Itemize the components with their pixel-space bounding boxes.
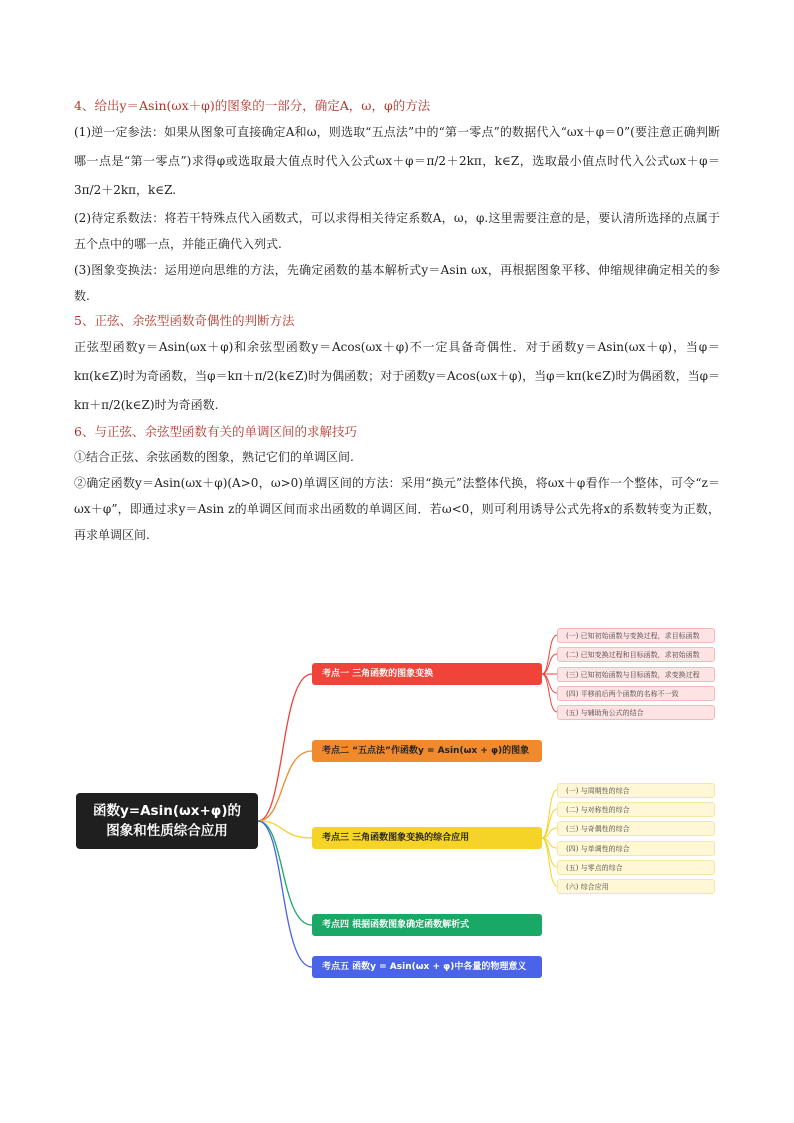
leaf-node: (三) 已知初始函数与目标函数，求变换过程: [557, 667, 715, 682]
branch-node: 考点一 三角函数的图象变换: [312, 663, 542, 685]
paragraph: ①结合正弦、余弦函数的图象，熟记它们的单调区间.: [74, 450, 354, 464]
leaf-node: (四) 与单调性的综合: [557, 841, 715, 856]
paragraph: 正弦型函数y＝Asin(ωx＋φ)和余弦型函数y＝Acos(ωx＋φ)不一定具备奇偶性．对于函数y＝Asin(ωx＋φ)，当φ＝kπ(k∈Z)时为奇函数，当φ＝kπ＋π/2(k∈Z)时为偶函数；对于函数y＝Acos(ωx＋φ)，当φ＝kπ(k∈Z)时为偶函数，当φ＝kπ＋π/2(k∈Z)时为奇函数.: [74, 340, 720, 412]
leaf-node: (一) 已知初始函数与变换过程，求目标函数: [557, 628, 715, 643]
branch-node: 考点二 “五点法”作函数y = Asin(ωx + φ)的图象: [312, 740, 542, 762]
branch-node: 考点四 根据函数图象确定函数解析式: [312, 914, 542, 936]
mindmap-root: [76, 793, 258, 849]
section-5: [74, 309, 720, 420]
section-title: 5、正弦、余弦型函数奇偶性的判断方法: [74, 313, 295, 328]
leaf-node: (一) 与周期性的综合: [557, 783, 715, 798]
document-body: [74, 94, 720, 548]
branch-node: 考点三 三角函数图象变换的综合应用: [312, 827, 542, 849]
section-4: [74, 94, 720, 309]
branch-node: 考点五 函数y = Asin(ωx + φ)中各量的物理意义: [312, 956, 542, 978]
section-6: [74, 420, 720, 548]
section-title: 4、给出y＝Asin(ωx＋φ)的图象的一部分，确定A，ω，φ的方法: [74, 98, 431, 113]
leaf-node: (五) 与零点的综合: [557, 860, 715, 875]
paragraph: (1)逆一定参法：如果从图象可直接确定A和ω，则选取“五点法”中的“第一零点”的数据代入“ωx＋φ＝0”(要注意正确判断哪一点是“第一零点”)求得φ或选取最大值点时代入公式ωx＋φ＝π/2＋2kπ，k∈Z，选取最小值点时代入公式ωx＋φ＝3π/2＋2kπ，k∈Z.: [74, 125, 720, 197]
leaf-node: (二) 已知变换过程和目标函数，求初始函数: [557, 647, 715, 662]
section-title: 6、与正弦、余弦型函数有关的单调区间的求解技巧: [74, 424, 357, 439]
leaf-node: (五) 与辅助角公式的结合: [557, 705, 715, 720]
leaf-node: (二) 与对称性的综合: [557, 802, 715, 817]
root-line: 函数y=Asin(ωx+φ)的: [93, 803, 241, 819]
leaf-node: (六) 综合应用: [557, 879, 715, 894]
paragraph: (2)待定系数法：将若干特殊点代入函数式，可以求得相关待定系数A，ω，φ.这里需要注意的是，要认清所选择的点属于五个点中的哪一点，并能正确代入列式.: [74, 211, 720, 251]
paragraph: ②确定函数y＝Asin(ωx＋φ)(A>0，ω>0)单调区间的方法：采用“换元”法整体代换，将ωx＋φ看作一个整体，可令“z＝ωx＋φ”，即通过求y＝Asin z的单调区间而求出函数的单调区间．若ω<0，则可利用诱导公式先将x的系数转变为正数，再求单调区间.: [74, 476, 720, 542]
mindmap: [0, 620, 794, 1000]
root-line: 图象和性质综合应用: [106, 823, 228, 839]
leaf-node: (三) 与奇偶性的综合: [557, 821, 715, 836]
paragraph: (3)图象变换法：运用逆向思维的方法，先确定函数的基本解析式y＝Asin ωx，再根据图象平移、伸缩规律确定相关的参数.: [74, 263, 720, 303]
leaf-node: (四) 平移前后两个函数的名称不一致: [557, 686, 715, 701]
